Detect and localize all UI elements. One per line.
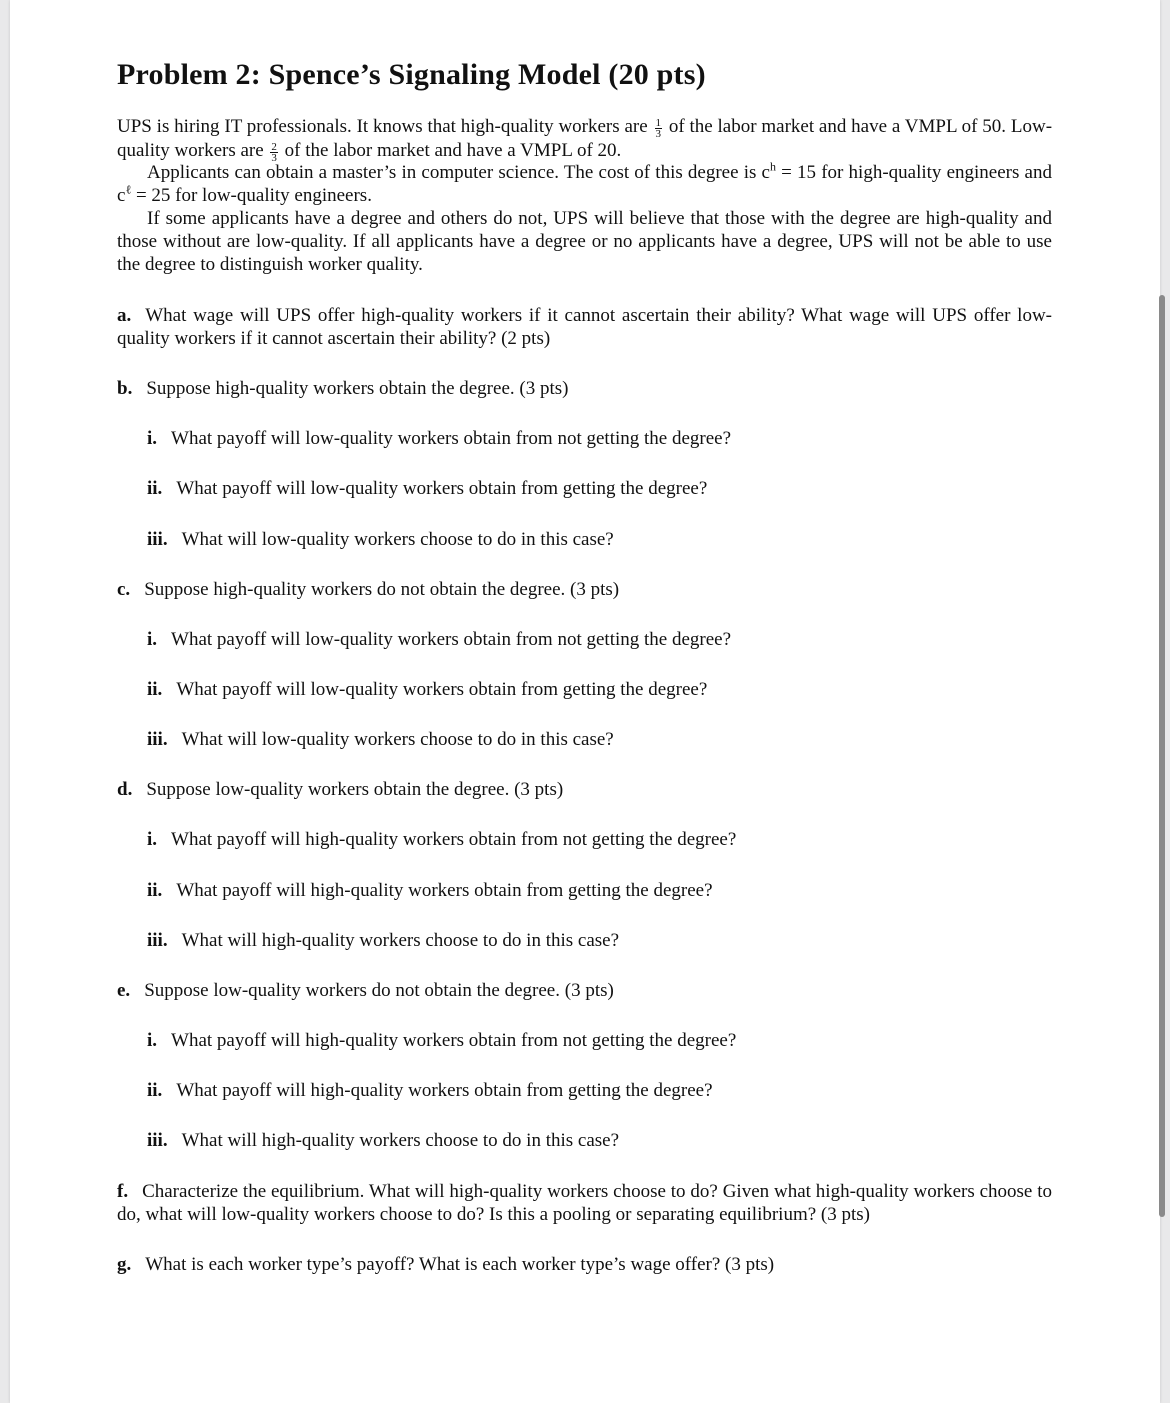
intro-text: of the labor market and have a VMPL of 20. (284, 139, 622, 161)
scrollbar-thumb[interactable] (1159, 295, 1165, 1217)
fraction-one-third: $\frac{1}{3}$ (655, 116, 661, 140)
question-e: e. Suppose low-quality workers do not obtain the degree. (3 pts) (117, 980, 614, 1001)
question-d: d. Suppose low-quality workers obtain the degree. (3 pts) (117, 779, 564, 800)
question-a: a. What wage will UPS offer high-quality workers if it cannot ascertain their ability? What wage will UPS offer low-quality workers if it cannot ascertain their ability? (2 pts) (117, 305, 1052, 349)
question-f: f. Characterize the equilibrium. What will high-quality workers choose to do? Given what high-quality workers choose to do, what will low-quality workers choose to do? Is this a pooling or separating equilibrium? (3 pts) (117, 1181, 1052, 1225)
intro-text: UPS is hiring IT professionals. It knows that high-quality workers are (117, 116, 648, 137)
question-e-iii: iii. What will high-quality workers choose to do in this case? (147, 1130, 620, 1151)
question-d-i: i. What payoff will high-quality workers obtain from not getting the degree? (147, 829, 737, 850)
question-b: b. Suppose high-quality workers obtain the degree. (3 pts) (117, 378, 569, 399)
question-e-i: i. What payoff will high-quality workers obtain from not getting the degree? (147, 1030, 737, 1051)
question-c-iii: iii. What will low-quality workers choose to do in this case? (147, 729, 614, 750)
question-c-i: i. What payoff will low-quality workers obtain from not getting the degree? (147, 629, 732, 650)
document-page (10, 0, 1160, 1403)
question-b-iii: iii. What will low-quality workers choose to do in this case? (147, 529, 614, 550)
problem-title: Problem 2: Spence’s Signaling Model (20 pts) (117, 58, 706, 91)
question-b-ii: ii. What payoff will low-quality workers obtain from getting the degree? (147, 478, 708, 499)
question-c-ii: ii. What payoff will low-quality workers obtain from getting the degree? (147, 679, 708, 700)
question-d-ii: ii. What payoff will high-quality workers obtain from getting the degree? (147, 880, 713, 901)
intro-paragraph-1 (117, 115, 1052, 163)
intro-paragraph-2: Applicants can obtain a master’s in computer science. The cost of this degree is $c^h = 15$ for high-quality engineers and $c^\ell = 25$ for low-quality engineers. (117, 159, 1052, 206)
question-c: c. Suppose high-quality workers do not obtain the degree. (3 pts) (117, 579, 620, 600)
intro-paragraph-3: If some applicants have a degree and others do not, UPS will believe that those with the degree are high-quality and those without are low-quality. If all applicants have a degree or no applicants have a degree, UPS will not be able to use the degree to distinguish worker quality. (117, 208, 1052, 275)
question-d-iii: iii. What will high-quality workers choose to do in this case? (147, 930, 620, 951)
question-b-i: i. What payoff will low-quality workers obtain from not getting the degree? (147, 428, 732, 449)
vertical-scrollbar[interactable] (1156, 0, 1170, 1403)
fraction-two-thirds: $\frac{2}{3}$ (271, 140, 277, 164)
question-g: g. What is each worker type’s payoff? What is each worker type’s wage offer? (3 pts) (117, 1254, 775, 1275)
question-e-ii: ii. What payoff will high-quality workers obtain from getting the degree? (147, 1080, 713, 1101)
intro-text: of the labor market and have a VMPL of 50. Low-quality workers are (117, 116, 1053, 161)
